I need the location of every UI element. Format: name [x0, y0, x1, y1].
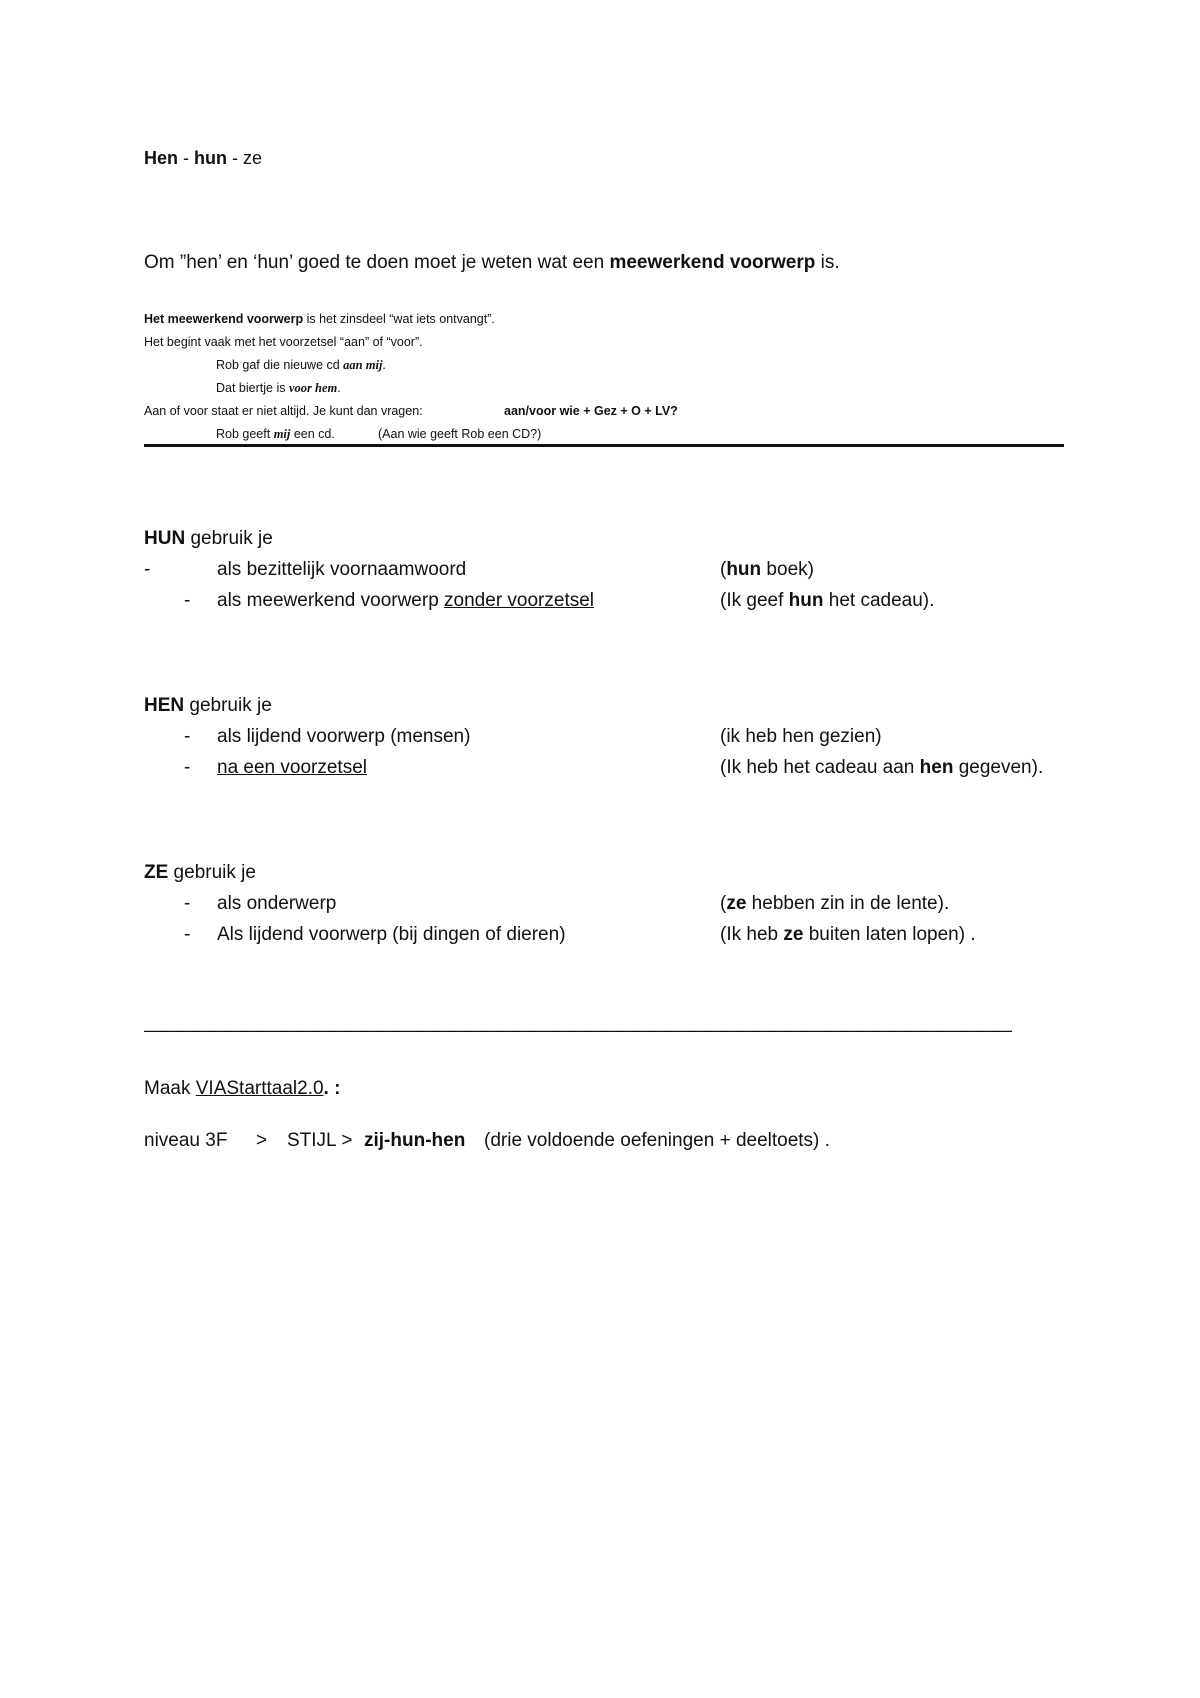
dash-divider: ——————————————————————————————————————————————————— — [144, 1020, 1011, 1040]
ze-bullet-1: - — [184, 893, 191, 914]
hen-example-1: (ik heb hen gezien) — [720, 726, 882, 747]
hen-bullet-2: - — [184, 757, 191, 778]
hun-bullet-1: - — [144, 559, 151, 580]
example-voor-hem: Dat biertje is voor hem. — [216, 381, 341, 395]
viastarttaal-link[interactable]: VIAStarttaal2.0 — [195, 1078, 324, 1099]
definition-line-1: Het meewerkend voorwerp is het zinsdeel “wat iets ontvangt”. — [144, 312, 495, 326]
stijl-label: STIJL > — [287, 1130, 353, 1151]
hun-item-2: als meewerkend voorwerp zonder voorzetsel — [217, 590, 595, 611]
arrow-1: > — [256, 1130, 268, 1151]
example-aan-mij: Rob gaf die nieuwe cd aan mij. — [216, 358, 386, 372]
hun-example-2: (Ik geef hun het cadeau). — [720, 590, 935, 611]
definition-line-3: Aan of voor staat er niet altijd. Je kunt dan vragen: — [144, 404, 423, 418]
ze-example-2: (Ik heb ze buiten laten lopen) . — [720, 924, 976, 945]
niveau-label: niveau 3F — [144, 1130, 228, 1151]
assignment-line: Maak VIAStarttaal2.0. : — [144, 1078, 341, 1099]
hun-heading: HUN gebruik je — [144, 528, 273, 549]
example-hint: (Aan wie geeft Rob een CD?) — [378, 427, 542, 441]
hun-example-1: (hun boek) — [720, 559, 814, 580]
ze-example-1: (ze hebben zin in de lente). — [720, 893, 950, 914]
section-divider-line — [144, 444, 1064, 447]
hun-bullet-2: - — [184, 590, 191, 611]
definition-line-2: Het begint vaak met het voorzetsel “aan” of “voor”. — [144, 335, 423, 349]
ze-item-2: Als lijdend voorwerp (bij dingen of dieren) — [217, 924, 566, 945]
ze-item-1: als onderwerp — [217, 893, 337, 914]
hen-heading: HEN gebruik je — [144, 695, 272, 716]
ze-heading: ZE gebruik je — [144, 862, 256, 883]
hun-item-1: als bezittelijk voornaamwoord — [217, 559, 467, 580]
ze-bullet-2: - — [184, 924, 191, 945]
hen-item-2: na een voorzetsel — [217, 757, 367, 778]
page-title: Hen - hun - ze — [144, 148, 263, 168]
question-formula: aan/voor wie + Gez + O + LV? — [504, 404, 678, 418]
hen-bullet-1: - — [184, 726, 191, 747]
hen-item-1: als lijdend voorwerp (mensen) — [217, 726, 471, 747]
example-mij: Rob geeft mij een cd. — [216, 427, 335, 441]
hen-example-2: (Ik heb het cadeau aan hen gegeven). — [720, 757, 1044, 778]
topic-label: zij-hun-hen — [364, 1130, 466, 1151]
assignment-detail: (drie voldoende oefeningen + deeltoets) . — [484, 1130, 830, 1151]
intro-sentence: Om ”hen’ en ‘hun’ goed te doen moet je weten wat een meewerkend voorwerp is. — [144, 252, 840, 273]
